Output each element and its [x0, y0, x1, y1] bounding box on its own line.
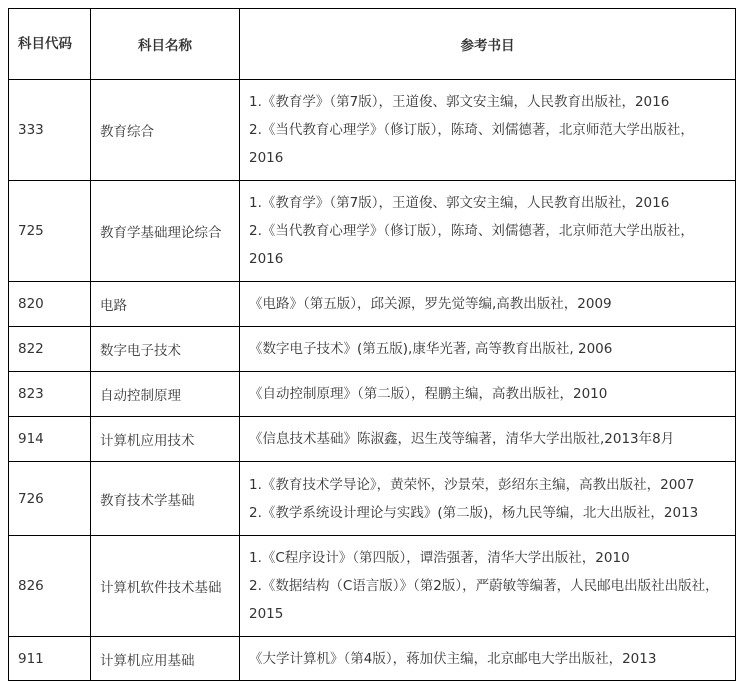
subject-code: 725 [9, 181, 91, 282]
subject-name: 数字电子技术 [91, 327, 240, 372]
reference-item: 1.《C程序设计》（第四版），谭浩强著，清华大学出版社，2010 [249, 550, 630, 566]
table-row [9, 80, 736, 181]
table-row [9, 417, 736, 462]
subject-name: 计算机应用基础 [91, 637, 240, 681]
table-row [9, 327, 736, 372]
subject-code: 914 [9, 417, 91, 462]
subject-name: 教育综合 [91, 80, 240, 181]
reference-books-table [8, 8, 736, 681]
reference-books [240, 372, 736, 417]
table-row [9, 462, 736, 536]
reference-item: 《电路》（第五版），邱关源，罗先觉等编,高教出版社，2009 [249, 296, 612, 312]
subject-code: 333 [9, 80, 91, 181]
subject-code: 911 [9, 637, 91, 681]
reference-books [240, 327, 736, 372]
reference-item: 《自动控制原理》（第二版），程鹏主编，高教出版社，2010 [249, 386, 608, 402]
subject-code: 820 [9, 282, 91, 327]
reference-item: 2.《教学系统设计理论与实践》(第二版)，杨九民等编，北大出版社，2013 [249, 504, 699, 521]
subject-code: 823 [9, 372, 91, 417]
subject-name: 自动控制原理 [91, 372, 240, 417]
table-row [9, 372, 736, 417]
reference-item: 1.《教育技术学导论》，黄荣怀，沙景荣，彭绍东主编，高教出版社，2007 [249, 476, 695, 493]
reference-item: 1.《教育学》（第7版），王道俊、郭文安主编，人民教育出版社，2016 [249, 195, 670, 211]
subject-name: 电路 [91, 282, 240, 327]
subject-code: 822 [9, 327, 91, 372]
subject-name: 计算机软件技术基础 [91, 536, 240, 637]
reference-books [240, 417, 736, 462]
reference-books [240, 536, 736, 637]
reference-item: 2.《当代教育心理学》（修订版），陈琦、刘儒德著，北京师范大学出版社，2016 [249, 223, 694, 267]
reference-item: 2.《数据结构（C语言版）》（第2版），严蔚敏等编著，人民邮电出版社出版社，2015 [249, 578, 719, 622]
subject-code: 726 [9, 462, 91, 536]
subject-code: 826 [9, 536, 91, 637]
reference-item: 2.《当代教育心理学》（修订版），陈琦、刘儒德著，北京师范大学出版社，2016 [249, 122, 694, 166]
header-subject-code: 科目代码 [9, 9, 91, 80]
subject-name: 计算机应用技术 [91, 417, 240, 462]
table-row [9, 637, 736, 681]
reference-books [240, 282, 736, 327]
reference-item: 《大学计算机》（第4版），蒋加伏主编，北京邮电大学出版社，2013 [249, 650, 657, 667]
reference-books [240, 181, 736, 282]
subject-name: 教育技术学基础 [91, 462, 240, 536]
reference-item: 《信息技术基础》陈淑鑫，迟生茂等编著，清华大学出版社,2013年8月 [249, 431, 675, 447]
header-row [9, 9, 736, 80]
reference-books [240, 462, 736, 536]
header-reference-books: 参考书目 [240, 9, 736, 80]
reference-books [240, 637, 736, 681]
reference-item: 1.《教育学》（第7版），王道俊、郭文安主编，人民教育出版社，2016 [249, 94, 670, 110]
header-subject-name: 科目名称 [91, 9, 240, 80]
reference-item: 《数字电子技术》(第五版),康华光著, 高等教育出版社, 2006 [249, 341, 613, 357]
subject-name: 教育学基础理论综合 [91, 181, 240, 282]
reference-books [240, 80, 736, 181]
table-row [9, 536, 736, 637]
table-row [9, 282, 736, 327]
table-row [9, 181, 736, 282]
